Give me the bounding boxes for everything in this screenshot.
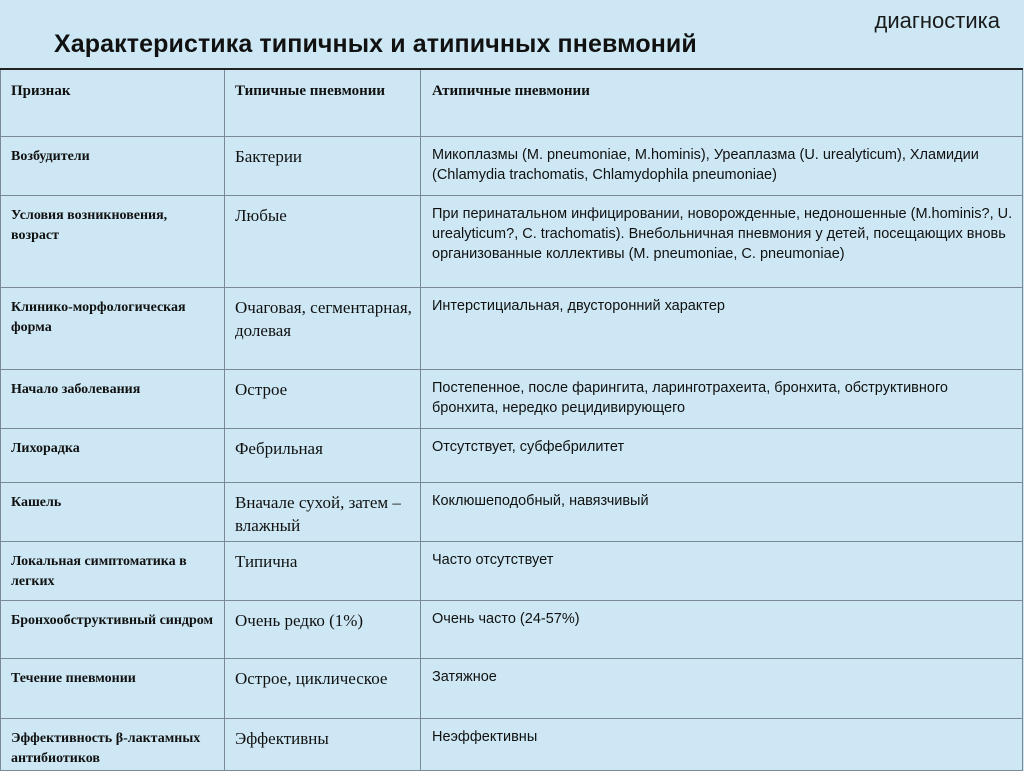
- table-row: [1, 541, 1023, 600]
- row-typical: Бактерии: [225, 136, 421, 195]
- comparison-table: [0, 68, 1023, 771]
- row-atypical: Очень часто (24-57%): [421, 600, 1023, 658]
- row-typical: Очень редко (1%): [225, 600, 421, 658]
- row-feature: Лихорадка: [1, 428, 225, 482]
- header-feature: Признак: [1, 69, 225, 136]
- table-row: [1, 195, 1023, 287]
- row-atypical: Микоплазмы (M. pneumoniae, M.hominis), Уреаплазма (U. urealyticum), Хламидии (Chlamydia trachomatis, Chlamydophila pneumoniae): [421, 136, 1023, 195]
- row-typical: Фебрильная: [225, 428, 421, 482]
- row-feature: Бронхообструктивный синдром: [1, 600, 225, 658]
- row-typical: Острое: [225, 369, 421, 428]
- row-atypical: Затяжное: [421, 658, 1023, 718]
- table-row: [1, 718, 1023, 770]
- row-typical: Любые: [225, 195, 421, 287]
- row-typical: Острое, циклическое: [225, 658, 421, 718]
- table-row: [1, 482, 1023, 541]
- row-feature: Клинико-морфологическая форма: [1, 287, 225, 369]
- row-typical: Типична: [225, 541, 421, 600]
- table-header-row: [1, 69, 1023, 136]
- row-atypical: Отсутствует, субфебрилитет: [421, 428, 1023, 482]
- row-atypical: При перинатальном инфицировании, новорожденные, недоношенные (M.hominis?, U. urealyticum?, C. trachomatis). Внебольничная пневмония у детей, посещающих вновь организованные коллективы (M. pneumoniae, C. pneumoniae): [421, 195, 1023, 287]
- header-atypical: Атипичные пневмонии: [421, 69, 1023, 136]
- row-atypical: Неэффективны: [421, 718, 1023, 770]
- row-feature: Начало заболевания: [1, 369, 225, 428]
- row-typical: Вначале сухой, затем – влажный: [225, 482, 421, 541]
- row-typical: Эффективны: [225, 718, 421, 770]
- table-row: [1, 600, 1023, 658]
- table-row: [1, 287, 1023, 369]
- table-row: [1, 658, 1023, 718]
- row-atypical: Постепенное, после фарингита, ларинготрахеита, бронхита, обструктивного бронхита, нередко рецидивирующего: [421, 369, 1023, 428]
- row-feature: Эффективность β-лактамных антибиотиков: [1, 718, 225, 770]
- header-typical: Типичные пневмонии: [225, 69, 421, 136]
- row-feature: Течение пневмонии: [1, 658, 225, 718]
- table-row: [1, 428, 1023, 482]
- row-feature: Условия возникновения, возраст: [1, 195, 225, 287]
- row-atypical: Часто отсутствует: [421, 541, 1023, 600]
- row-typical: Очаговая, сегментарная, долевая: [225, 287, 421, 369]
- row-feature: Кашель: [1, 482, 225, 541]
- row-atypical: Коклюшеподобный, навязчивый: [421, 482, 1023, 541]
- row-feature: Локальная симптоматика в легких: [1, 541, 225, 600]
- table-row: [1, 369, 1023, 428]
- section-tag: диагностика: [874, 8, 1000, 33]
- row-atypical: Интерстициальная, двусторонний характер: [421, 287, 1023, 369]
- row-feature: Возбудители: [1, 136, 225, 195]
- table-row: [1, 136, 1023, 195]
- slide-title: Характеристика типичных и атипичных пневмоний: [54, 30, 697, 58]
